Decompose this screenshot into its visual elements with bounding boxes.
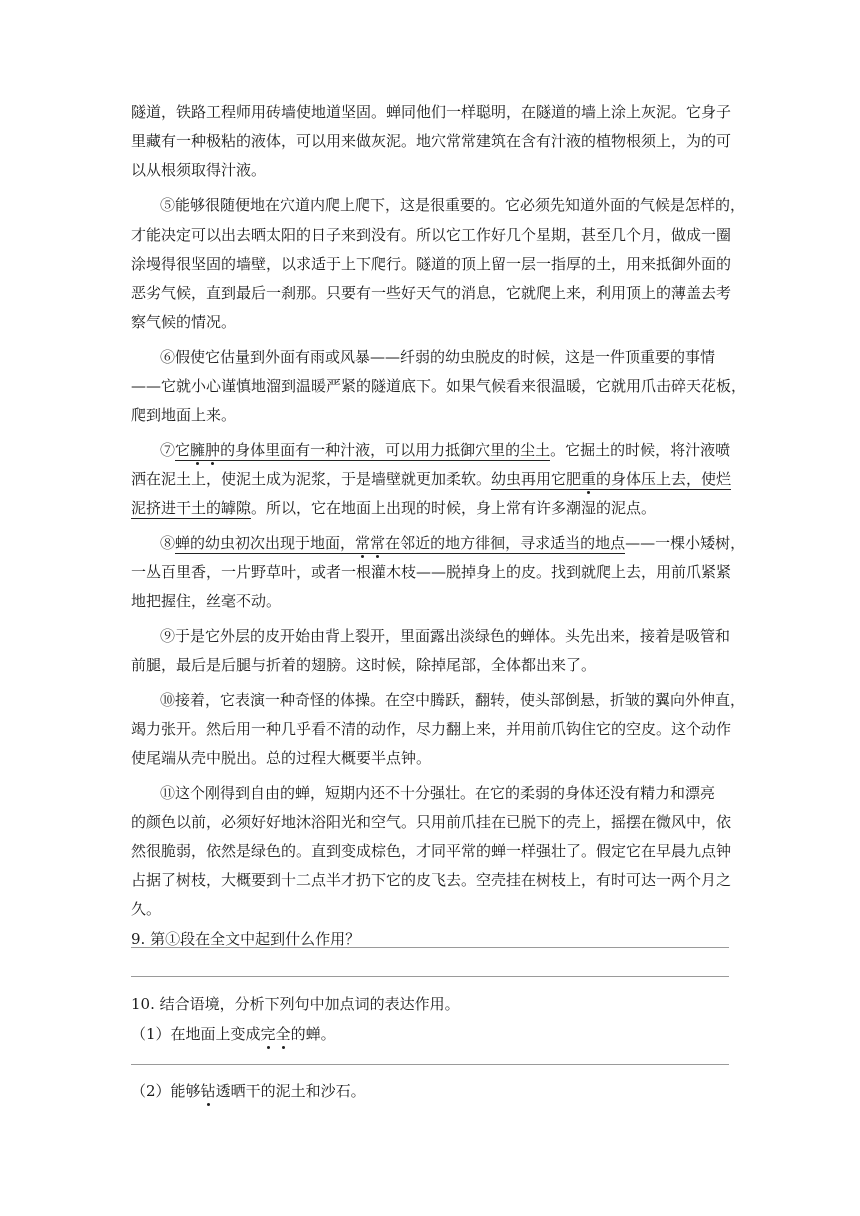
underlined-sentence: 幼虫再用它肥重的身体压上去，使烂 bbox=[491, 470, 732, 488]
paragraph-line: 使尾端从壳中脱出。总的过程大概要半点钟。 bbox=[131, 749, 432, 767]
dotted-char: 重 bbox=[581, 470, 597, 488]
paragraph-line: 隧道，铁路工程师用砖墙使地道坚固。蝉同他们一样聪明，在隧道的墙上涂上灰泥。它身子 bbox=[131, 103, 732, 121]
underlined-sentence: 它臃肿的身体里面有一种汁液，可以用力抵御穴里的尘土 bbox=[175, 441, 551, 459]
paragraph-line: 涂墁得很坚固的墙壁，以求适于上下爬行。隧道的顶上留一层一指厚的土，用来抵御外面的 bbox=[131, 255, 732, 273]
paragraph-line: 的颜色以前，必须好好地沐浴阳光和空气。只用前爪挂在已脱下的壳上，摇摆在微风中，依 bbox=[131, 813, 732, 831]
paragraph-line: ⑥假使它估量到外面有雨或风暴——纤弱的幼虫脱皮的时候，这是一件顶重要的事情 bbox=[160, 348, 716, 366]
dotted-char: 完 bbox=[260, 1025, 276, 1043]
question-10-part-1: （1）在地面上变成完全的蝉。 bbox=[131, 1025, 336, 1043]
dotted-char: 常 bbox=[370, 534, 386, 552]
dotted-char: 常 bbox=[355, 534, 371, 552]
paragraph-line: ⑩接着，它表演一种奇怪的体操。在空中腾跃，翻转，使头部倒悬，折皱的翼向外伸直， bbox=[160, 691, 746, 709]
paragraph-line: 里藏有一种极粘的液体，可以用来做灰泥。地穴常常建筑在含有汁液的植物根须上，为的可 bbox=[131, 132, 732, 150]
paragraph-line: 久。 bbox=[131, 900, 162, 918]
answer-line[interactable] bbox=[131, 976, 729, 977]
answer-line[interactable] bbox=[131, 1064, 729, 1065]
paragraph-line: 以从根须取得汁液。 bbox=[131, 161, 267, 179]
paragraph-line: 爬到地面上来。 bbox=[131, 406, 237, 424]
dotted-char: 全 bbox=[275, 1025, 291, 1043]
underlined-sentence: 蝉的幼虫初次出现于地面，常常在邻近的地方徘徊，寻求适当的地点 bbox=[175, 534, 626, 552]
paragraph-line: 察气候的情况。 bbox=[131, 313, 237, 331]
paragraph-line: 然很脆弱，依然是绿色的。直到变成棕色，才同平常的蝉一样强壮了。假定它在早晨九点钟 bbox=[131, 842, 732, 860]
paragraph-line: 洒在泥土上，使泥土成为泥浆，于是墙壁就更加柔软。幼虫再用它肥重的身体压上去，使烂 bbox=[131, 470, 732, 488]
paragraph-number: ⑧ bbox=[160, 534, 176, 552]
question-10: 10. 结合语境，分析下列句中加点词的表达作用。 bbox=[131, 995, 460, 1013]
dotted-char: 肿 bbox=[205, 441, 221, 459]
paragraph-line: 泥挤进干土的罅隙。所以，它在地面上出现的时候，身上常有许多潮湿的泥点。 bbox=[131, 499, 657, 517]
paragraph-line: ⑨于是它外层的皮开始由背上裂开，里面露出淡绿色的蝉体。头先出来，接着是吸管和 bbox=[160, 627, 731, 645]
answer-line[interactable] bbox=[131, 947, 729, 948]
underlined-sentence: 泥挤进干土的罅隙 bbox=[131, 499, 252, 517]
paragraph-line: 才能决定可以出去晒太阳的日子来到没有。所以它工作好几个星期，甚至几个月，做成一圈 bbox=[131, 226, 732, 244]
dotted-char: 钻 bbox=[200, 1082, 216, 1100]
paragraph-number: ⑦ bbox=[160, 441, 176, 459]
paragraph-line: ⑦它臃肿的身体里面有一种汁液，可以用力抵御穴里的尘土。它掘土的时候，将汁液喷 bbox=[160, 441, 731, 459]
paragraph-line: 恶劣气候，直到最后一刹那。只要有一些好天气的消息，它就爬上来，利用顶上的薄盖去考 bbox=[131, 284, 732, 302]
paragraph-line: ——它就小心谨慎地溜到温暖严紧的隧道底下。如果气候看来很温暖，它就用爪击碎天花板， bbox=[131, 377, 747, 395]
paragraph-line: 一丛百里香，一片野草叶，或者一根灌木枝——脱掉身上的皮。找到就爬上去，用前爪紧紧 bbox=[131, 563, 732, 581]
dotted-char: 臃 bbox=[190, 441, 206, 459]
paragraph-line: 前腿，最后是后腿与折着的翅膀。这时候，除掉尾部，全体都出来了。 bbox=[131, 656, 597, 674]
paragraph-line: ⑧蝉的幼虫初次出现于地面，常常在邻近的地方徘徊，寻求适当的地点——一棵小矮树， bbox=[160, 534, 746, 552]
question-9: 9. 第①段在全文中起到什么作用？ bbox=[131, 930, 361, 948]
paragraph-line: 竭力张开。然后用一种几乎看不清的动作，尽力翻上来，并用前爪钩住它的空皮。这个动作 bbox=[131, 720, 732, 738]
question-10-part-2: （2）能够钻透晒干的泥土和沙石。 bbox=[131, 1082, 366, 1100]
paragraph-line: ⑤能够很随便地在穴道内爬上爬下，这是很重要的。它必须先知道外面的气候是怎样的， bbox=[160, 196, 746, 214]
paragraph-line: ⑪这个刚得到自由的蝉，短期内还不十分强壮。在它的柔弱的身体还没有精力和漂亮 bbox=[160, 784, 716, 802]
paragraph-line: 占据了树枝，大概要到十二点半才扔下它的皮飞去。空壳挂在树枝上，有时可达一两个月之 bbox=[131, 871, 732, 889]
paragraph-line: 地把握住，丝毫不动。 bbox=[131, 592, 282, 610]
